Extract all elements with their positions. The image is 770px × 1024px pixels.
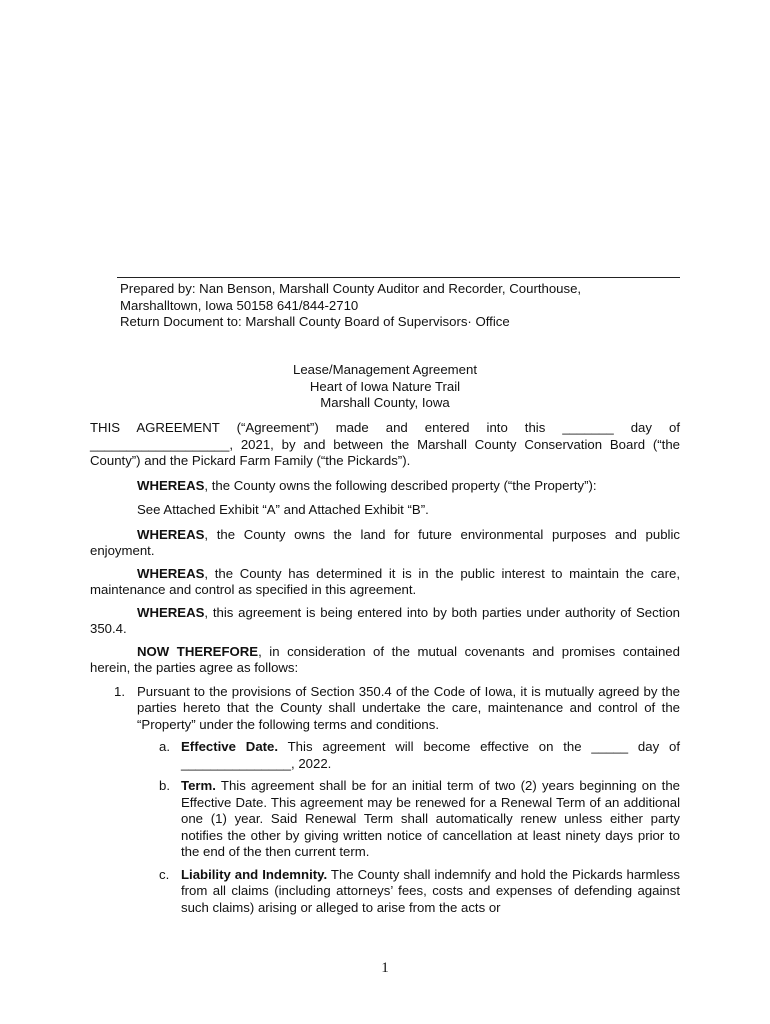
document-title	[90, 362, 680, 412]
return-document-line: Return Document to: Marshall County Board of Supervisors· Office	[120, 314, 510, 329]
item-number: 1.	[114, 683, 125, 699]
whereas-text: , the County owns the following described property (“the Property”):	[204, 477, 597, 493]
now-therefore-paragraph	[90, 644, 680, 677]
subitem-liability	[159, 866, 680, 917]
intro-line-2: ___________________, 2021, by and between the Marshall County Conservation Board (“the	[90, 436, 680, 452]
whereas-label: WHEREAS	[137, 526, 205, 542]
whereas-text: , the County has determined it is in the public interest to maintain the care, maintenance and control as specified in this agreement.	[90, 565, 680, 597]
title-line-2: Heart of Iowa Nature Trail	[309, 378, 461, 394]
prepared-by-block	[120, 281, 680, 331]
address-line: Marshalltown, Iowa 50158 641/844-2710	[120, 297, 359, 313]
intro-line-1: THIS AGREEMENT (“Agreement”) made and entered into this _______ day of	[90, 420, 680, 435]
intro-paragraph	[90, 420, 680, 470]
subitem-letter: c.	[159, 866, 170, 882]
now-therefore-text: , in consideration of the mutual covenants and promises contained herein, the parties agree as follows:	[90, 643, 680, 675]
whereas-label: WHEREAS	[137, 565, 205, 581]
intro-line-3: County”) and the Pickard Farm Family (“the Pickards”).	[90, 453, 411, 468]
header-rule	[117, 277, 680, 278]
numbered-item	[114, 683, 680, 917]
item-text: Pursuant to the provisions of Section 350.4 of the Code of Iowa, it is mutually agreed by the parties hereto that the County shall undertake the care, maintenance and control of the “Property” under the following terms and conditions.	[137, 683, 680, 732]
title-line-3: Marshall County, Iowa	[320, 395, 450, 410]
whereas-paragraph-2	[90, 527, 680, 560]
subitem-text: This agreement will become effective on the _____ day of _______________, 2022.	[181, 739, 680, 771]
whereas-text: , this agreement is being entered into by both parties under authority of Section 350.4.	[90, 604, 680, 636]
whereas-paragraph-1	[137, 478, 680, 495]
subitem-letter: a.	[159, 739, 170, 754]
subitem-letter: b.	[159, 778, 170, 793]
agreement-body	[90, 420, 680, 916]
prepared-by-line: Prepared by: Nan Benson, Marshall County Auditor and Recorder, Courthouse,	[120, 281, 582, 296]
whereas-paragraph-3	[90, 566, 680, 599]
subitem-heading: Liability and Indemnity.	[181, 866, 328, 882]
subitem-term	[159, 778, 680, 861]
subitem-text: The County shall indemnify and hold the Pickards harmless from all claims (including attorneys’ fees, costs and expenses of defending against such claims) arising or alleged to arise from the acts or	[181, 866, 680, 915]
exhibit-reference: See Attached Exhibit “A” and Attached Exhibit “B”.	[137, 502, 429, 517]
whereas-label: WHEREAS	[137, 477, 205, 493]
whereas-paragraph-4	[90, 605, 680, 638]
subitem-heading: Effective Date.	[181, 739, 279, 754]
whereas-text: , the County owns the land for future environmental purposes and public enjoyment.	[90, 526, 680, 558]
page-number: 1	[381, 960, 389, 976]
title-line-1: Lease/Management Agreement	[292, 362, 477, 377]
now-therefore-label: NOW THEREFORE	[137, 643, 259, 659]
subitem-effective-date	[159, 739, 680, 772]
subitem-heading: Term.	[181, 778, 216, 793]
subitem-text: This agreement shall be for an initial term of two (2) years beginning on the Effective Date. This agreement may be renewed for a Renewal Term of an additional one (1) year. Said Renewal Term shall automatically renew unless either party notifies the other by giving written notice of cancellation at least ninety days prior to the end of the then current term.	[181, 778, 680, 859]
whereas-label: WHEREAS	[137, 604, 205, 620]
